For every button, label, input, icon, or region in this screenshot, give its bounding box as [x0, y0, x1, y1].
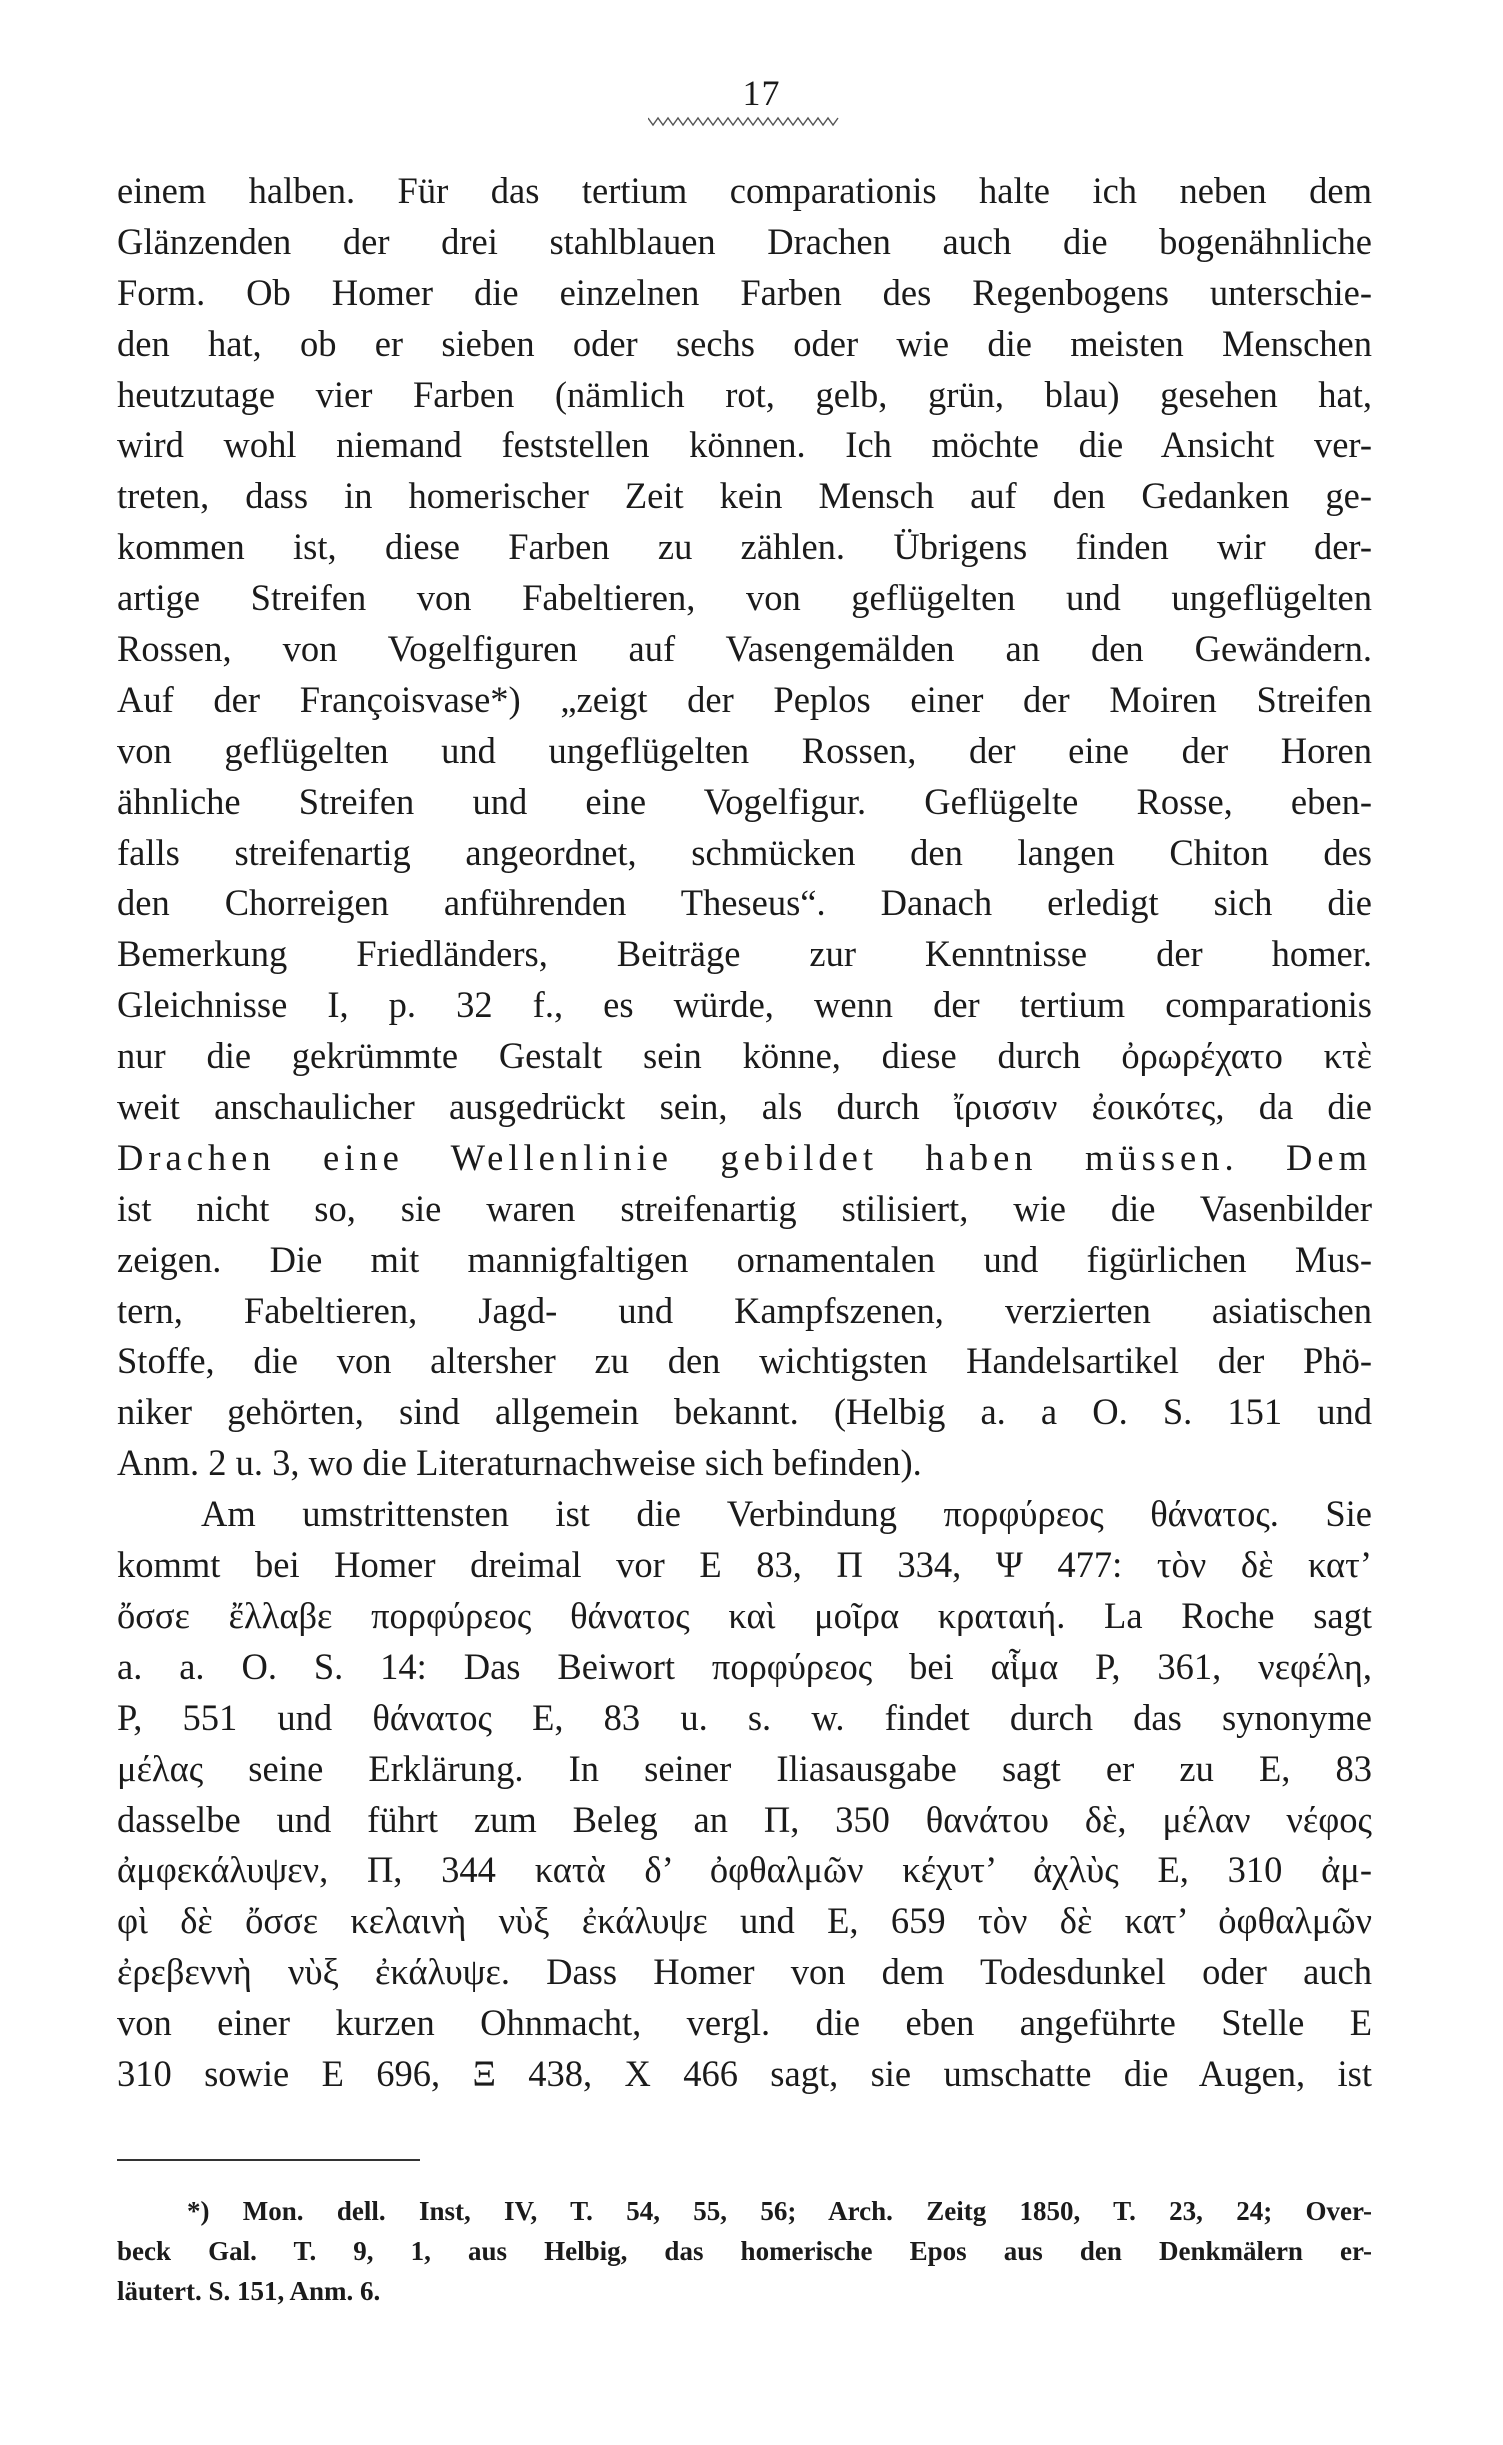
page-number-ornament [648, 116, 848, 128]
text-line: Glänzenden der drei stahlblauen Drachen auch die bogenähnliche [117, 220, 1372, 262]
text-line: tern, Fabeltieren, Jagd- und Kampfszenen, verzierten asiatischen [117, 1289, 1372, 1331]
text-line: φὶ δὲ ὄσσε κελαινὴ νὺξ ἐκάλυψε und E, 659 τὸν δὲ κατ’ ὀφθαλμῶν [117, 1900, 1372, 1942]
text-line: a. a. O. S. 14: Das Beiwort πορφύρεος bei αἷμα P, 361, νεφέλη, [117, 1645, 1372, 1687]
text-line: niker gehörten, sind allgemein bekannt. (Helbig a. a O. S. 151 und [117, 1391, 1372, 1433]
text-line: ἐρεβεννὴ νὺξ ἐκάλυψε. Dass Homer von dem Todesdunkel oder auch [117, 1951, 1372, 1993]
paragraph-2 [117, 1489, 1372, 2100]
page-number-text: 17 [742, 73, 781, 113]
footnote-line: *) Mon. dell. Inst, IV, T. 54, 55, 56; Arch. Zeitg 1850, T. 23, 24; Over- [187, 2196, 1372, 2226]
text-line: 310 sowie E 696, Ξ 438, X 466 sagt, sie umschatte die Augen, ist [117, 2052, 1372, 2094]
text-line: nur die gekrümmte Gestalt sein könne, diese durch ὀρωρέχατο κτὲ [117, 1035, 1372, 1077]
text-line: von einer kurzen Ohnmacht, vergl. die eben angeführte Stelle E [117, 2002, 1372, 2044]
text-line: Auf der Françoisvase*) „zeigt der Peplos einer der Moiren Streifen [117, 678, 1372, 720]
text-line: Gleichnisse I, p. 32 f., es würde, wenn der tertium comparationis [117, 984, 1372, 1026]
text-line: falls streifenartig angeordnet, schmücken den langen Chiton des [117, 831, 1372, 873]
text-line: Form. Ob Homer die einzelnen Farben des Regenbogens unterschie- [117, 271, 1372, 313]
text-line: μέλας seine Erklärung. In seiner Iliasausgabe sagt er zu E, 83 [117, 1747, 1372, 1789]
footnote-line: beck Gal. T. 9, 1, aus Helbig, das homerische Epos aus den Denkmälern er- [117, 2236, 1372, 2266]
text-line: Rossen, von Vogelfiguren auf Vasengemälden an den Gewändern. [117, 628, 1372, 670]
text-line: weit anschaulicher ausgedrückt sein, als durch ἴρισσιν ἐοικότες, da die [117, 1086, 1372, 1128]
text-line: treten, dass in homerischer Zeit kein Mensch auf den Gedanken ge- [117, 475, 1372, 517]
text-line: ἀμφεκάλυψεν, Π, 344 κατὰ δ’ ὀφθαλμῶν κέχυτ’ ἀχλὺς E, 310 ἀμ- [117, 1849, 1372, 1891]
footnote-divider [117, 2159, 420, 2161]
text-line: ähnliche Streifen und eine Vogelfigur. Geflügelte Rosse, eben- [117, 780, 1372, 822]
text-line: den Chorreigen anführenden Theseus“. Danach erledigt sich die [117, 882, 1372, 924]
paragraph-1 [117, 166, 1372, 1489]
page-number [0, 72, 1503, 114]
text-line: P, 551 und θάνατος E, 83 u. s. w. findet durch das synonyme [117, 1696, 1372, 1738]
text-line: von geflügelten und ungeflügelten Rossen, der eine der Horen [117, 729, 1372, 771]
text-line: dasselbe und führt zum Beleg an Π, 350 θανάτου δὲ, μέλαν νέφος [117, 1798, 1372, 1840]
text-line: Stoffe, die von altersher zu den wichtigsten Handelsartikel der Phö- [117, 1340, 1372, 1382]
footnote [117, 2191, 1372, 2311]
text-line: einem halben. Für das tertium comparationis halte ich neben dem [117, 170, 1372, 211]
text-line: ὄσσε ἔλλαβε πορφύρεος θάνατος καὶ μοῖρα κραταιή. La Roche sagt [117, 1594, 1372, 1636]
text-line: artige Streifen von Fabeltieren, von geflügelten und ungeflügelten [117, 577, 1372, 619]
text-line: heutzutage vier Farben (nämlich rot, gelb, grün, blau) gesehen hat, [117, 373, 1372, 415]
body-text [117, 166, 1372, 2100]
text-line: den hat, ob er sieben oder sechs oder wie die meisten Menschen [117, 322, 1372, 364]
footnote-line: läutert. S. 151, Anm. 6. [117, 2276, 381, 2306]
text-line: zeigen. Die mit mannigfaltigen ornamentalen und figürlichen Mus- [117, 1238, 1372, 1280]
text-line: Anm. 2 u. 3, wo die Literaturnachweise sich befinden). [117, 1442, 922, 1484]
text-line: kommt bei Homer dreimal vor E 83, Π 334, Ψ 477: τὸν δὲ κατ’ [117, 1544, 1372, 1586]
text-line: Bemerkung Friedländers, Beiträge zur Kenntnisse der homer. [117, 933, 1372, 975]
text-line-spaced-emphasis: Drachen eine Wellenlinie gebildet haben müssen. Dem [117, 1136, 1372, 1178]
text-line: kommen ist, diese Farben zu zählen. Übrigens finden wir der- [117, 526, 1372, 568]
text-line: Am umstrittensten ist die Verbindung πορφύρεος θάνατος. Sie [201, 1493, 1372, 1535]
text-line: ist nicht so, sie waren streifenartig stilisiert, wie die Vasenbilder [117, 1187, 1372, 1229]
text-line: wird wohl niemand feststellen können. Ich möchte die Ansicht ver- [117, 424, 1372, 466]
